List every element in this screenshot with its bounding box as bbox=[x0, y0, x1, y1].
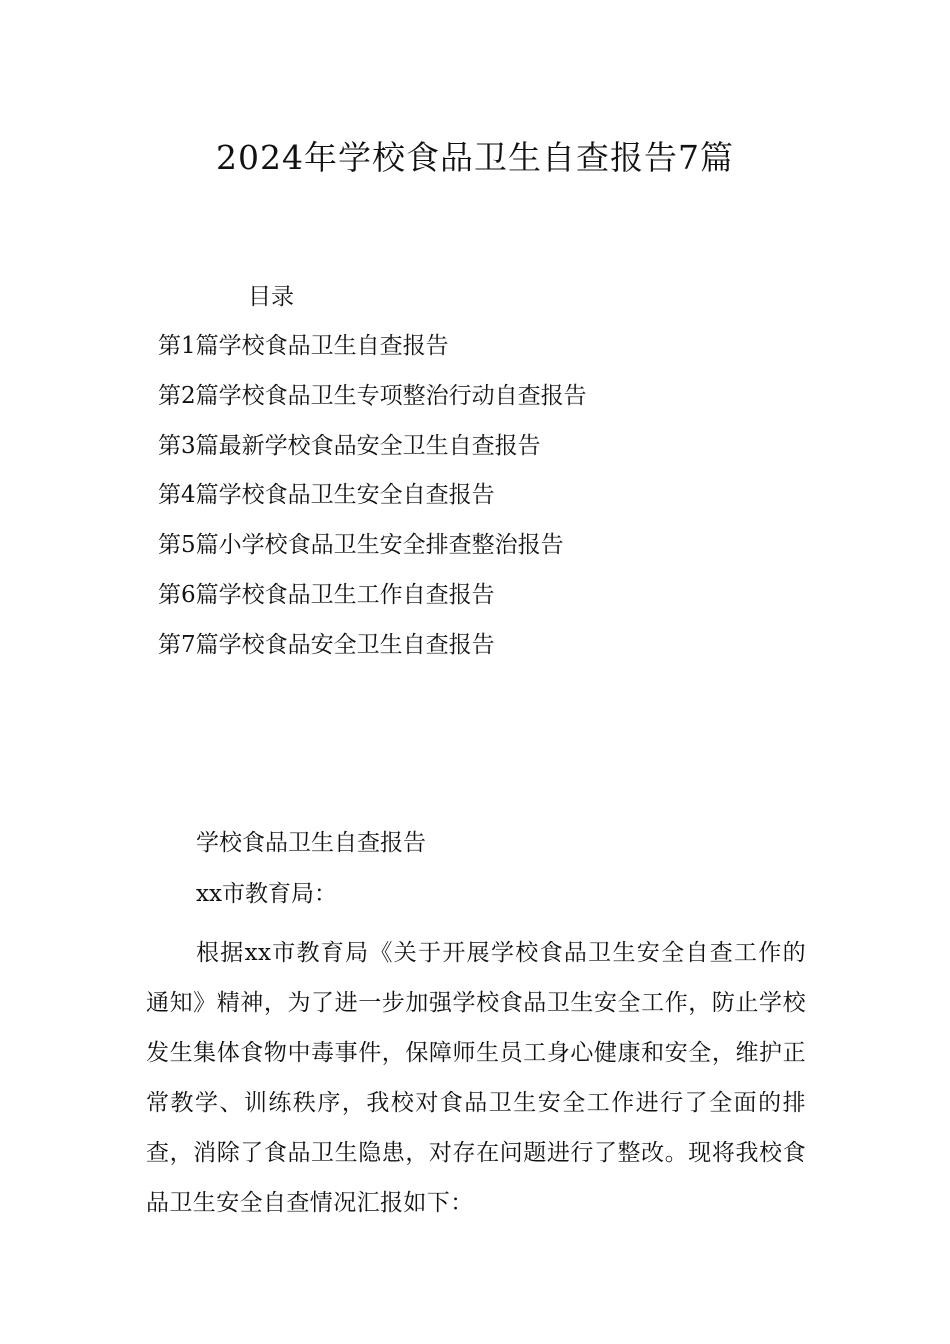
toc-item-2[interactable]: 第2篇学校食品卫生专项整治行动自查报告 bbox=[158, 382, 587, 409]
toc-heading: 目录 bbox=[248, 284, 294, 310]
body-paragraph: 根据xx市教育局《关于开展学校食品卫生安全自查工作的通知》精神，为了进一步加强学校食品卫生安全工作，防止学校发生集体食物中毒事件，保障师生员工身心健康和安全，维护正常教学、训练秩序，我校对食品卫生安全工作进行了全面的排查，消除了食品卫生隐患，对存在问题进行了整改。现将我校食品卫生安全自查情况汇报如下： bbox=[146, 940, 806, 1216]
salutation: xx市教育局： bbox=[196, 881, 337, 907]
section-title: 学校食品卫生自查报告 bbox=[196, 830, 426, 856]
toc-item-4[interactable]: 第4篇学校食品卫生安全自查报告 bbox=[158, 482, 495, 509]
toc-item-3[interactable]: 第3篇最新学校食品安全卫生自查报告 bbox=[158, 432, 541, 459]
toc-item-6[interactable]: 第6篇学校食品卫生工作自查报告 bbox=[158, 581, 495, 608]
document-title: 2024年学校食品卫生自查报告7篇 bbox=[216, 138, 734, 177]
toc-item-5[interactable]: 第5篇小学校食品卫生安全排查整治报告 bbox=[158, 532, 564, 559]
toc-list bbox=[158, 331, 587, 680]
toc-item-7[interactable]: 第7篇学校食品安全卫生自查报告 bbox=[158, 631, 495, 658]
toc-item-1[interactable]: 第1篇学校食品卫生自查报告 bbox=[158, 333, 449, 359]
